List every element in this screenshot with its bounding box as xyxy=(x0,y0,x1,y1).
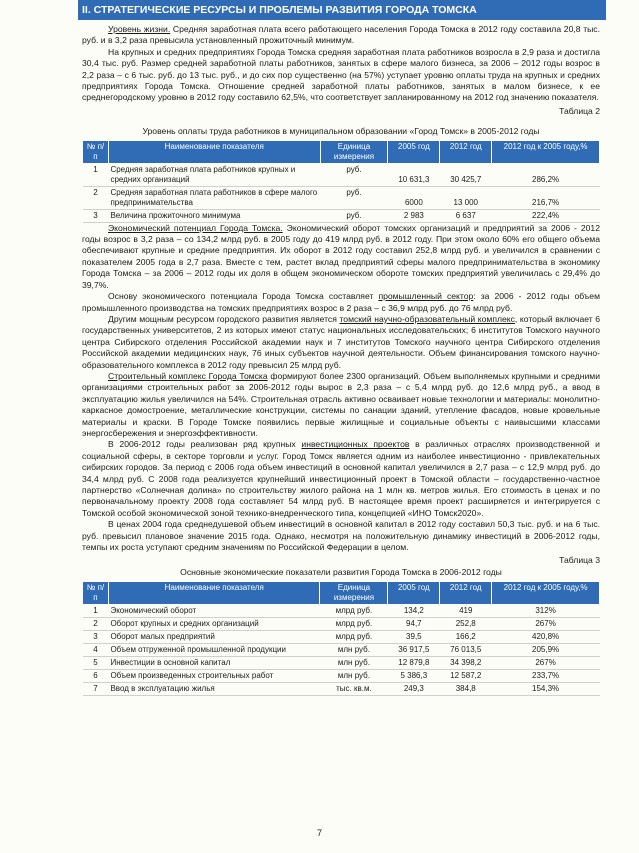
table-row xyxy=(83,683,600,696)
industry-text-after: : за 2006 - 2012 годы объем промышленного производства на томских предприятиях возрос в 2 раза – с 36,9 млрд руб. до 76 млрд руб. xyxy=(82,291,600,313)
paragraph-wages: На крупных и средних предприятиях Города Томска средняя заработная плата работников возросла в 2,9 раза и достигла 30,4 тыс. руб. Размер средней заработной платы работников, занятых в сфере малого бизнеса, за 2006 – 2012 годы возрос в 2,2 раза – с 6 тыс. руб. до 13 тыс. руб., и до сих пор существенно (на 57%) уступает уровню оплаты труда на крупных и средних предприятиях Города Томска. Отношение средней заработной платы работников, занятых в малом бизнесе, к ее среднегородскому уровню в 2012 году составило 62,5%, что соответствует запланированному на 2012 год значению показателя. xyxy=(82,46,600,103)
cell-name: Средняя заработная плата работников крупных и средних организаций xyxy=(108,163,320,186)
section-header: II. СТРАТЕГИЧЕСКИЕ РЕСУРСЫ И ПРОБЛЕМЫ РАЗВИТИЯ ГОРОДА ТОМСКА xyxy=(78,0,606,20)
table2-header-unit: Единица измерения xyxy=(320,140,388,163)
cell-unit: тыс. кв.м. xyxy=(320,683,388,696)
science-text-before: Другим мощным ресурсом городского развития является xyxy=(108,313,340,324)
table2-header-num: № п/п xyxy=(83,140,109,163)
cell-2005: 36 917,5 xyxy=(388,644,440,657)
paragraph-economic-potential xyxy=(82,223,600,291)
cell-unit: млн руб. xyxy=(320,657,388,670)
investment-highlight: инвестиционных проектов xyxy=(301,439,410,450)
table2-label: Таблица 2 xyxy=(559,105,600,116)
cell-2012: 252,8 xyxy=(440,618,492,631)
cell-2005: 6000 xyxy=(388,186,440,209)
paragraph-construction xyxy=(82,371,600,439)
science-highlight: томский научно-образовательный комплекс xyxy=(339,313,515,324)
living-standard-text: Средняя заработная плата всего работающего населения Города Томска в 2012 году составила 20,8 тыс. руб. и в 3,2 раза превысила установленный прожиточный минимум. xyxy=(82,24,600,46)
living-standard-heading: Уровень жизни. xyxy=(108,24,171,34)
table3-header-row xyxy=(83,582,600,605)
cell-unit: млн руб. xyxy=(320,670,388,683)
cell-2012: 30 425,7 xyxy=(440,163,492,186)
cell-2005: 249,3 xyxy=(388,683,440,696)
paragraph-investment-dynamics: В ценах 2004 года среднедушевой объем инвестиций в основной капитал в 2012 году составил 50,3 тыс. руб. и на 6 тыс. руб. превысил плановое значение 2015 года. Однако, несмотря на положительную динамику инвестиций в 2006-2012 годы, темпы их роста уступают средним значениям по Российской Федерации в целом. xyxy=(82,519,600,553)
cell-ratio: 312% xyxy=(492,605,600,618)
cell-ratio: 216,7% xyxy=(492,186,600,209)
cell-2012: 419 xyxy=(440,605,492,618)
cell-unit: млрд руб. xyxy=(320,618,388,631)
table3-header-2005: 2005 год xyxy=(388,582,440,605)
cell-ratio: 267% xyxy=(492,618,600,631)
table3-header-2012: 2012 год xyxy=(440,582,492,605)
cell-name: Инвестиции в основной капитал xyxy=(108,657,320,670)
industry-highlight: промышленный сектор xyxy=(378,291,474,302)
cell-name: Средняя заработная плата работников в сфере малого предпринимательства xyxy=(108,186,320,209)
construction-text: формируют более 2300 организаций. Объем выполняемых крупными и средними организациями строительных работ за 2006-2012 годы вырос в 2,3 раза – с 5,4 млрд руб. до 12,6 млрд руб., а ввод в эксплуатацию жилья увеличился на 54%. Строительная отрасль активно осваивает новые технологии и материалы: монолитно-каркасное домостроение, металлические конструкции, системы по санации зданий, утепление фасадов, новые кровельные материалы и краски. В Городе Томске появились первые жилищные и социальные объекты с наивысшими классами энергосбережения и энергоэффективности. xyxy=(82,370,601,438)
cell-num: 2 xyxy=(83,618,109,631)
cell-2012: 34 398,2 xyxy=(440,657,492,670)
cell-name: Ввод в эксплуатацию жилья xyxy=(108,683,320,696)
table2-caption: Уровень оплаты труда работников в муниципальном образовании «Город Томск» в 2005-2012 годы xyxy=(142,126,540,137)
table3 xyxy=(82,581,600,696)
cell-num: 3 xyxy=(83,631,109,644)
table-row xyxy=(83,618,600,631)
cell-unit: руб. xyxy=(320,209,388,222)
cell-2012: 166,2 xyxy=(440,631,492,644)
cell-ratio: 233,7% xyxy=(492,670,600,683)
paragraph-industry xyxy=(82,291,600,314)
cell-2012: 384,8 xyxy=(440,683,492,696)
page-number: 7 xyxy=(316,828,322,838)
cell-2012: 12 587,2 xyxy=(440,670,492,683)
economic-potential-text: Экономический оборот томских организаций и предприятий за 2006 - 2012 годы возрос в 3,2 раза – со 134,2 млрд руб. в 2005 году до 419 млрд руб. в 2012 году. При этом около 60% его общего объема обеспечивают крупные и средние предприятия. Их оборот в 2012 году составил 252,8 млрд руб. и увеличился в сравнении с показателем 2005 года в 2,7 раза. Вместе с тем, растет вклад предприятий сферы малого предпринимательства в экономику Города Томска – за 2006 – 2012 годы их доля в общем экономическом обороте томских предприятий увеличилась с 29,4% до 39,7%. xyxy=(82,222,600,290)
cell-num: 2 xyxy=(83,186,109,209)
cell-ratio: 267% xyxy=(492,657,600,670)
table2-header-2012: 2012 год xyxy=(440,140,492,163)
cell-2005: 12 879,8 xyxy=(388,657,440,670)
table-row xyxy=(83,657,600,670)
cell-unit: руб. xyxy=(320,163,388,186)
table3-header-unit: Единица измерения xyxy=(320,582,388,605)
construction-highlight: Строительный комплекс Города Томска xyxy=(108,370,268,381)
table2-header-ratio: 2012 год к 2005 году,% xyxy=(492,140,600,163)
table3-header-num: № п/п xyxy=(83,582,109,605)
table-row xyxy=(83,631,600,644)
cell-ratio: 154,3% xyxy=(492,683,600,696)
cell-ratio: 205,9% xyxy=(492,644,600,657)
cell-num: 4 xyxy=(83,644,109,657)
cell-ratio: 222,4% xyxy=(492,209,600,222)
cell-name: Величина прожиточного минимума xyxy=(108,209,320,222)
table-row xyxy=(83,209,600,222)
table-row xyxy=(83,186,600,209)
cell-2012: 13 000 xyxy=(440,186,492,209)
table3-label: Таблица 3 xyxy=(559,555,600,566)
cell-num: 7 xyxy=(83,683,109,696)
cell-2012: 6 637 xyxy=(440,209,492,222)
industry-text-before: Основу экономического потенциала Города Томска составляет xyxy=(108,291,379,302)
cell-num: 6 xyxy=(83,670,109,683)
cell-num: 1 xyxy=(83,605,109,618)
cell-2005: 10 631,3 xyxy=(388,163,440,186)
cell-num: 3 xyxy=(83,209,109,222)
economic-potential-heading: Экономический потенциал Города Томска. xyxy=(108,222,283,233)
investment-text-after: в различных отраслях производственной и социальной сферы, в секторе торговли и услуг. Город Томск является одним из наиболее инвестиционно - привлекательных сибирских городов. За период с 2006 года объем инвестиций в основной капитал увеличился в 2,7 раза – с 12,9 млрд руб. до 34,4 млрд руб. С 2008 года реализуется крупнейший инвестиционный проект в Томской области – государственно-частное партнерство «Солнечная долина» по строительству жилого района на 1 млн кв. метров жилья. Его стоимость в ценах и по первоначальному проекту 2008 года составляет 54 млрд руб. В настоящее время проект расширяется и интегрируется с Томской особой экономической зоной технико-внедренческого типа, концепцией «ИНО Томск2020». xyxy=(82,439,600,518)
cell-num: 5 xyxy=(83,657,109,670)
cell-2005: 2 983 xyxy=(388,209,440,222)
cell-2005: 134,2 xyxy=(388,605,440,618)
cell-name: Объем произведенных строительных работ xyxy=(108,670,320,683)
table3-caption: Основные экономические показатели развития Города Томска в 2006-2012 годы xyxy=(180,566,502,577)
table2-header-2005: 2005 год xyxy=(388,140,440,163)
table2-header-name: Наименование показателя xyxy=(108,140,320,163)
paragraph-science xyxy=(82,314,600,371)
cell-unit: руб. xyxy=(320,186,388,209)
cell-unit: млрд руб. xyxy=(320,605,388,618)
cell-2012: 76 013,5 xyxy=(440,644,492,657)
content-area xyxy=(82,24,600,696)
table-row xyxy=(83,670,600,683)
cell-2005: 39,5 xyxy=(388,631,440,644)
table3-header-name: Наименование показателя xyxy=(108,582,320,605)
table-row xyxy=(83,644,600,657)
cell-unit: млрд руб. xyxy=(320,631,388,644)
investment-text-before: В 2006-2012 годы реализован ряд крупных xyxy=(108,439,302,450)
table2 xyxy=(82,140,600,223)
cell-ratio: 286,2% xyxy=(492,163,600,186)
table-row xyxy=(83,163,600,186)
table2-header-row xyxy=(83,140,600,163)
cell-unit: млн руб. xyxy=(320,644,388,657)
cell-2005: 94,7 xyxy=(388,618,440,631)
cell-name: Оборот крупных и средних организаций xyxy=(108,618,320,631)
table3-header-ratio: 2012 год к 2005 году,% xyxy=(492,582,600,605)
cell-num: 1 xyxy=(83,163,109,186)
cell-2005: 5 386,3 xyxy=(388,670,440,683)
cell-ratio: 420,8% xyxy=(492,631,600,644)
paragraph-living-standard xyxy=(82,24,600,47)
paragraph-investment-projects xyxy=(82,439,600,519)
cell-name: Оборот малых предприятий xyxy=(108,631,320,644)
cell-name: Объем отгруженной промышленной продукции xyxy=(108,644,320,657)
cell-name: Экономический оборот xyxy=(108,605,320,618)
science-text-after: , который включает 6 государственных университетов, 2 из которых имеют статус национальных исследовательских; 6 институтов Томского научного центра Сибирского отделения Российской академии наук и 7 институтов Томского научного центра Сибирского отделения Российской академии медицинских наук, 76 иных субъектов научной деятельности. Объем финансирования томского научно-образовательного комплекса в 2012 году превысил 25 млрд руб. xyxy=(82,313,600,370)
table-row xyxy=(83,605,600,618)
